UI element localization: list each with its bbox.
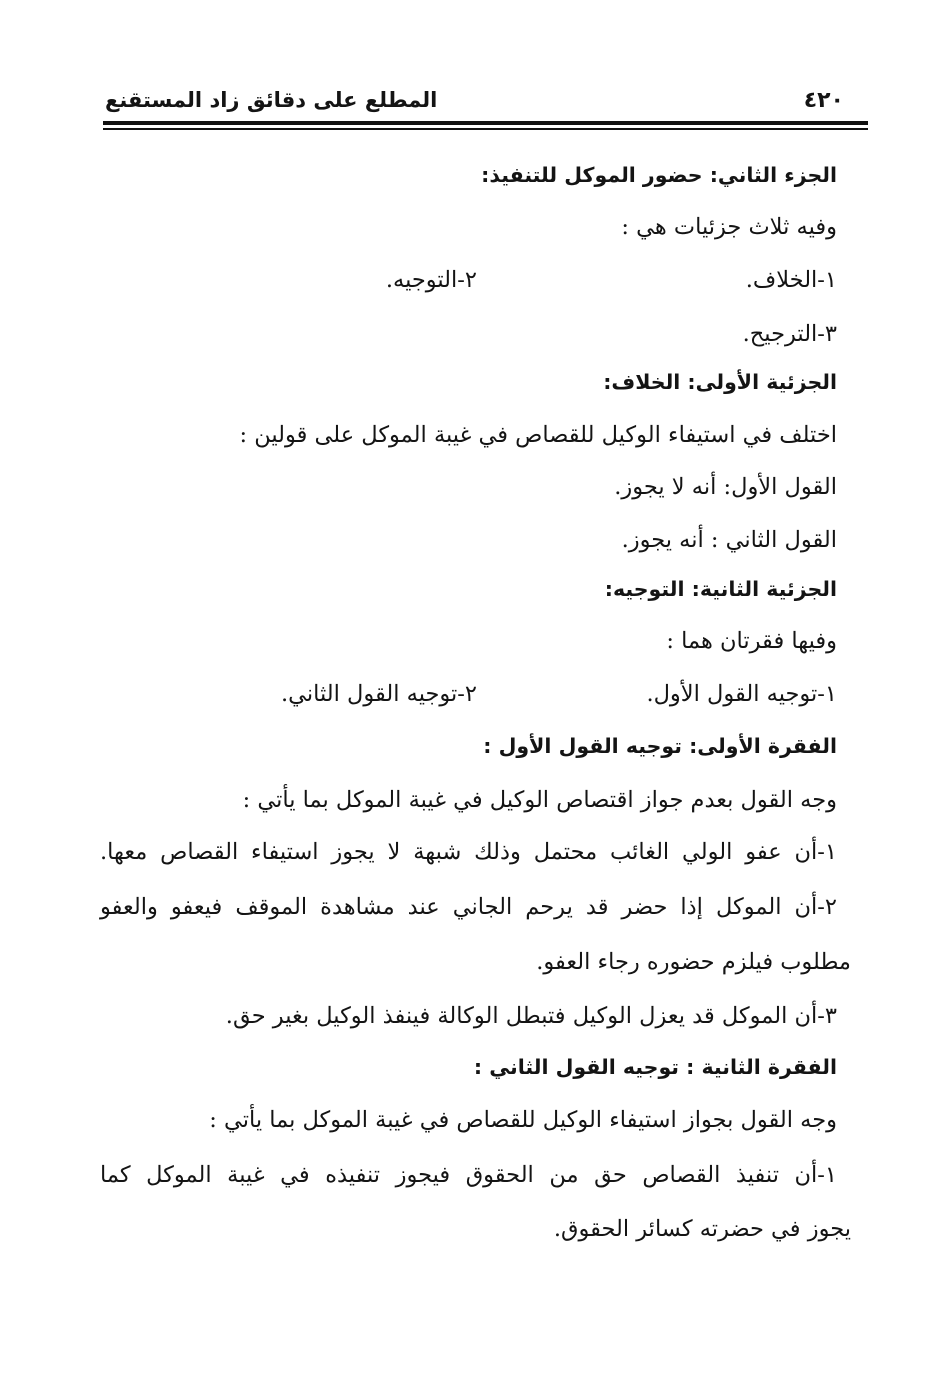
opinion-2: القول الثاني : أنه يجوز. — [621, 527, 837, 553]
header-rule-thin — [103, 128, 868, 130]
para1-intro: وجه القول بعدم جواز اقتصاص الوكيل في غيبة الموكل بما يأتي : — [242, 787, 837, 813]
part-items-row — [386, 267, 837, 294]
opinion-1: القول الأول: أنه لا يجوز. — [614, 474, 837, 500]
para1-point-2-line-2: مطلوب فيلزم حضوره رجاء العفو. — [536, 949, 851, 975]
page-number: ٤٢٠ — [803, 87, 844, 113]
list-item: ٢-توجيه القول الثاني. — [280, 681, 477, 707]
list-item: ١-توجيه القول الأول. — [646, 681, 837, 707]
para2-intro: وجه القول بجواز استيفاء الوكيل للقصاص في غيبة الموكل بما يأتي : — [209, 1107, 837, 1133]
para1-point-1: ١-أن عفو الولي الغائب محتمل وذلك شبهة لا يجوز استيفاء القصاص معها. — [100, 839, 837, 865]
list-item: ٣-الترجيح. — [742, 321, 837, 347]
sub1-text: اختلف في استيفاء الوكيل للقصاص في غيبة الموكل على قولين : — [239, 422, 837, 448]
sub2-heading: الجزئية الثانية: التوجيه: — [604, 577, 837, 601]
part-intro: وفيه ثلاث جزئيات هي : — [621, 214, 837, 240]
para1-point-2-line-1: ٢-أن الموكل إذا حضر قد يرحم الجاني عند مشاهدة الموقف فيعفو والعفو — [100, 894, 837, 920]
running-header — [105, 82, 844, 118]
para2-point-1-line-1: ١-أن تنفيذ القصاص حق من الحقوق فيجوز تنفيذه في غيبة الموكل كما — [100, 1162, 837, 1188]
list-item: ١-الخلاف. — [745, 267, 837, 293]
para2-heading: الفقرة الثانية : توجيه القول الثاني : — [473, 1055, 837, 1079]
sub2-items-row — [281, 681, 837, 708]
part-heading: الجزء الثاني: حضور الموكل للتنفيذ: — [481, 163, 837, 187]
para1-heading: الفقرة الأولى: توجيه القول الأول : — [483, 734, 837, 758]
sub1-heading: الجزئية الأولى: الخلاف: — [603, 370, 837, 394]
header-rule-thick — [103, 121, 868, 125]
para1-point-3: ٣-أن الموكل قد يعزل الوكيل فتبطل الوكالة فينفذ الوكيل بغير حق. — [225, 1003, 837, 1029]
para2-point-1-line-2: يجوز في حضرته كسائر الحقوق. — [553, 1216, 851, 1242]
list-item: ٢-التوجيه. — [385, 267, 477, 293]
sub2-intro: وفيها فقرتان هما : — [666, 628, 837, 654]
book-title: المطلع على دقائق زاد المستقنع — [105, 88, 438, 112]
